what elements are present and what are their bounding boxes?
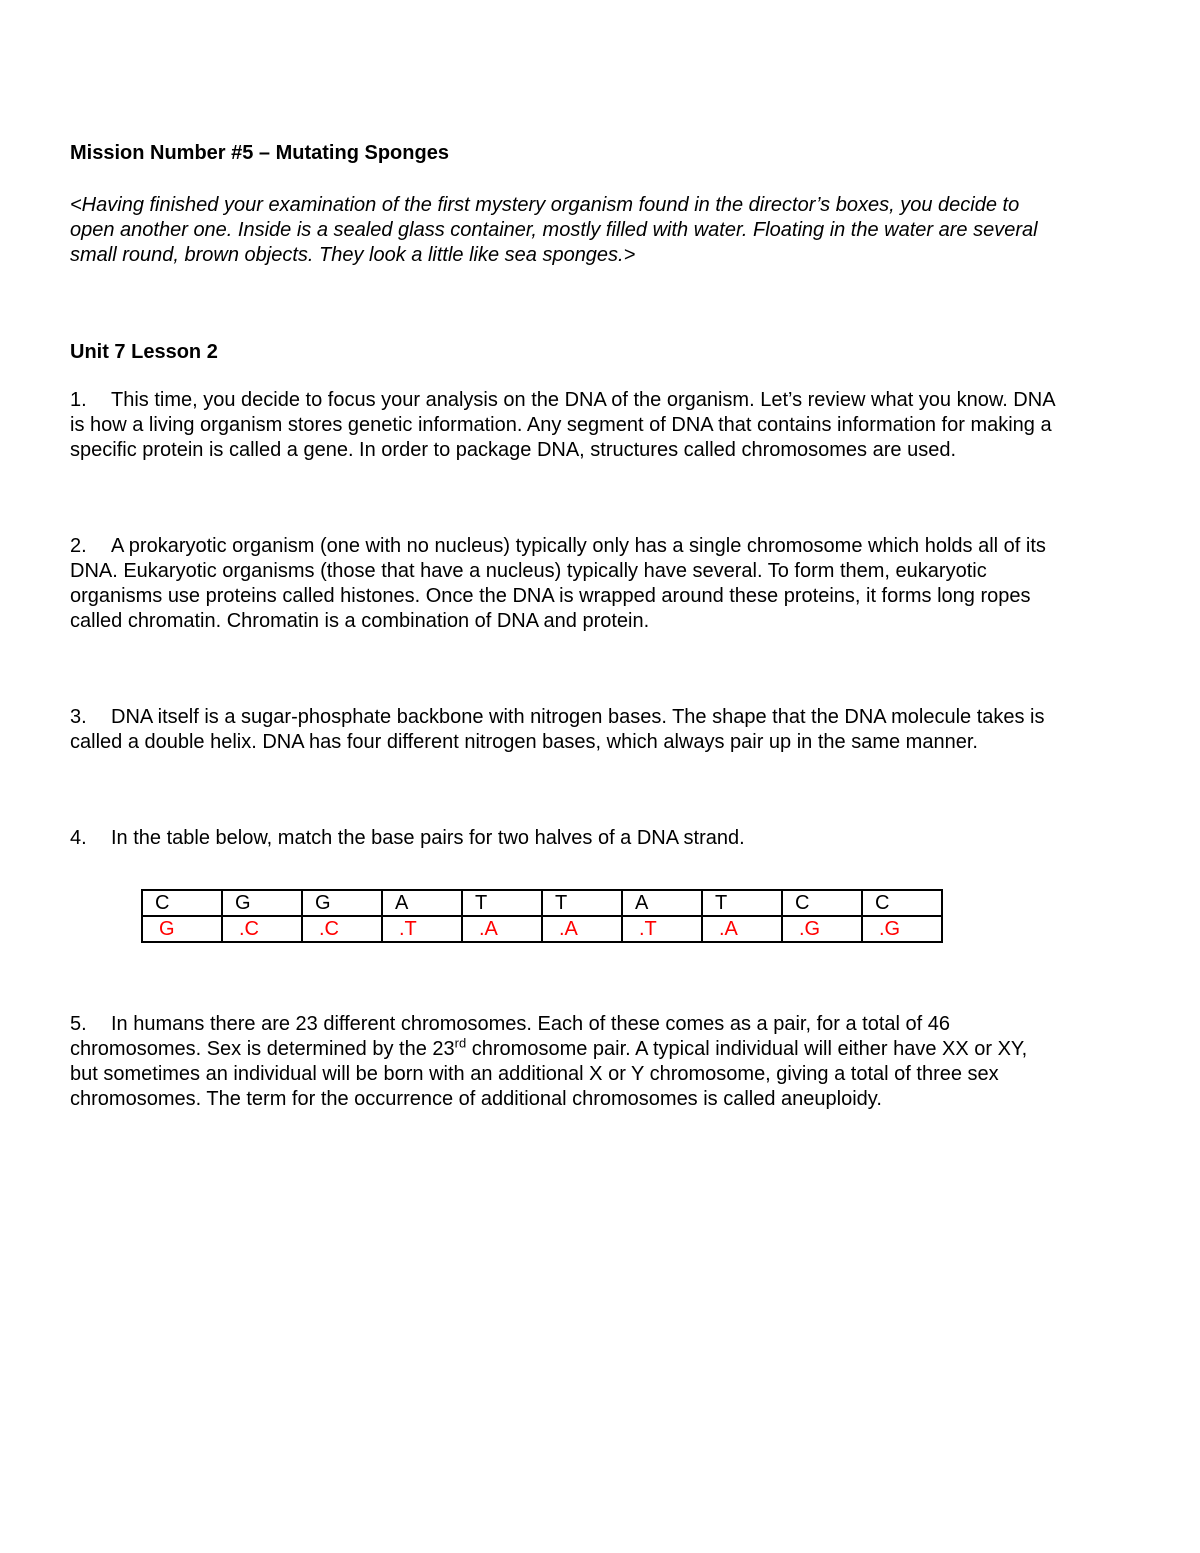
- answer-base-cell[interactable]: G: [142, 916, 222, 942]
- question-text: A prokaryotic organism (one with no nucleus) typically only has a single chromosome which holds all of its DNA. Eukaryotic organisms (those that have a nucleus) typically have several. To form them, eukaryotic organisms use proteins called histones. Once the DNA is wrapped around these proteins, it forms long ropes called chromatin. Chromatin is a combination of DNA and protein.: [70, 535, 1046, 632]
- question-number: 2.: [70, 535, 87, 557]
- question-4: [70, 826, 1060, 851]
- answer-base-cell[interactable]: .T: [382, 916, 462, 942]
- top-base-cell: G: [302, 890, 382, 916]
- top-base-cell: C: [862, 890, 942, 916]
- question-3: [70, 705, 1060, 755]
- question-text: DNA itself is a sugar-phosphate backbone with nitrogen bases. The shape that the DNA molecule takes is called a double helix. DNA has four different nitrogen bases, which always pair up in the same manner.: [70, 706, 1045, 753]
- question-5: [70, 1012, 1060, 1112]
- mission-title: Mission Number #5 – Mutating Sponges: [70, 142, 449, 164]
- answer-base-cell[interactable]: .T: [622, 916, 702, 942]
- top-base-cell: C: [782, 890, 862, 916]
- top-base-cell: T: [542, 890, 622, 916]
- ordinal-superscript: rd: [454, 1035, 467, 1051]
- top-base-cell: A: [382, 890, 462, 916]
- question-1: [70, 388, 1060, 463]
- document-page: [70, 141, 1060, 1112]
- answer-base-cell[interactable]: .G: [782, 916, 862, 942]
- answer-base-cell[interactable]: .C: [302, 916, 382, 942]
- answer-base-cell[interactable]: .A: [462, 916, 542, 942]
- question-number: 4.: [70, 827, 87, 849]
- top-base-cell: T: [462, 890, 542, 916]
- answer-base-cell[interactable]: .A: [542, 916, 622, 942]
- answer-base-cell[interactable]: .C: [222, 916, 302, 942]
- question-text-continued: chromosome pair. A typical individual will either have XX or XY, but sometimes an individual will be born with an additional X or Y chromosome, giving a total of three sex chromosomes. The term for the occurrence of additional chromosomes is called aneuploidy.: [70, 1038, 1028, 1110]
- answer-base-cell[interactable]: .G: [862, 916, 942, 942]
- top-base-cell: A: [622, 890, 702, 916]
- top-base-cell: C: [142, 890, 222, 916]
- top-strand-row: [142, 890, 942, 916]
- question-text: This time, you decide to focus your analysis on the DNA of the organism. Let’s review what you know. DNA is how a living organism stores genetic information. Any segment of DNA that contains information for making a specific protein is called a gene. In order to package DNA, structures called chromosomes are used.: [70, 389, 1055, 461]
- base-pair-table: [141, 889, 943, 943]
- unit-heading: Unit 7 Lesson 2: [70, 341, 218, 363]
- top-base-cell: T: [702, 890, 782, 916]
- question-number: 3.: [70, 706, 87, 728]
- top-base-cell: G: [222, 890, 302, 916]
- intro-paragraph: <Having finished your examination of the first mystery organism found in the director’s boxes, you decide to open another one. Inside is a sealed glass container, mostly filled with water. Floating in the water are several small round, brown objects. They look a little like sea sponges.>: [70, 194, 1038, 266]
- answer-base-cell[interactable]: .A: [702, 916, 782, 942]
- question-number: 5.: [70, 1013, 87, 1035]
- question-text: In the table below, match the base pairs for two halves of a DNA strand.: [111, 827, 745, 849]
- question-text: In humans there are 23 different chromosomes. Each of these comes as a pair, for a total of 46 chromosomes. Sex is determined by the 23: [70, 1013, 950, 1060]
- answer-strand-row: [142, 916, 942, 942]
- question-number: 1.: [70, 389, 87, 411]
- question-2: [70, 534, 1060, 634]
